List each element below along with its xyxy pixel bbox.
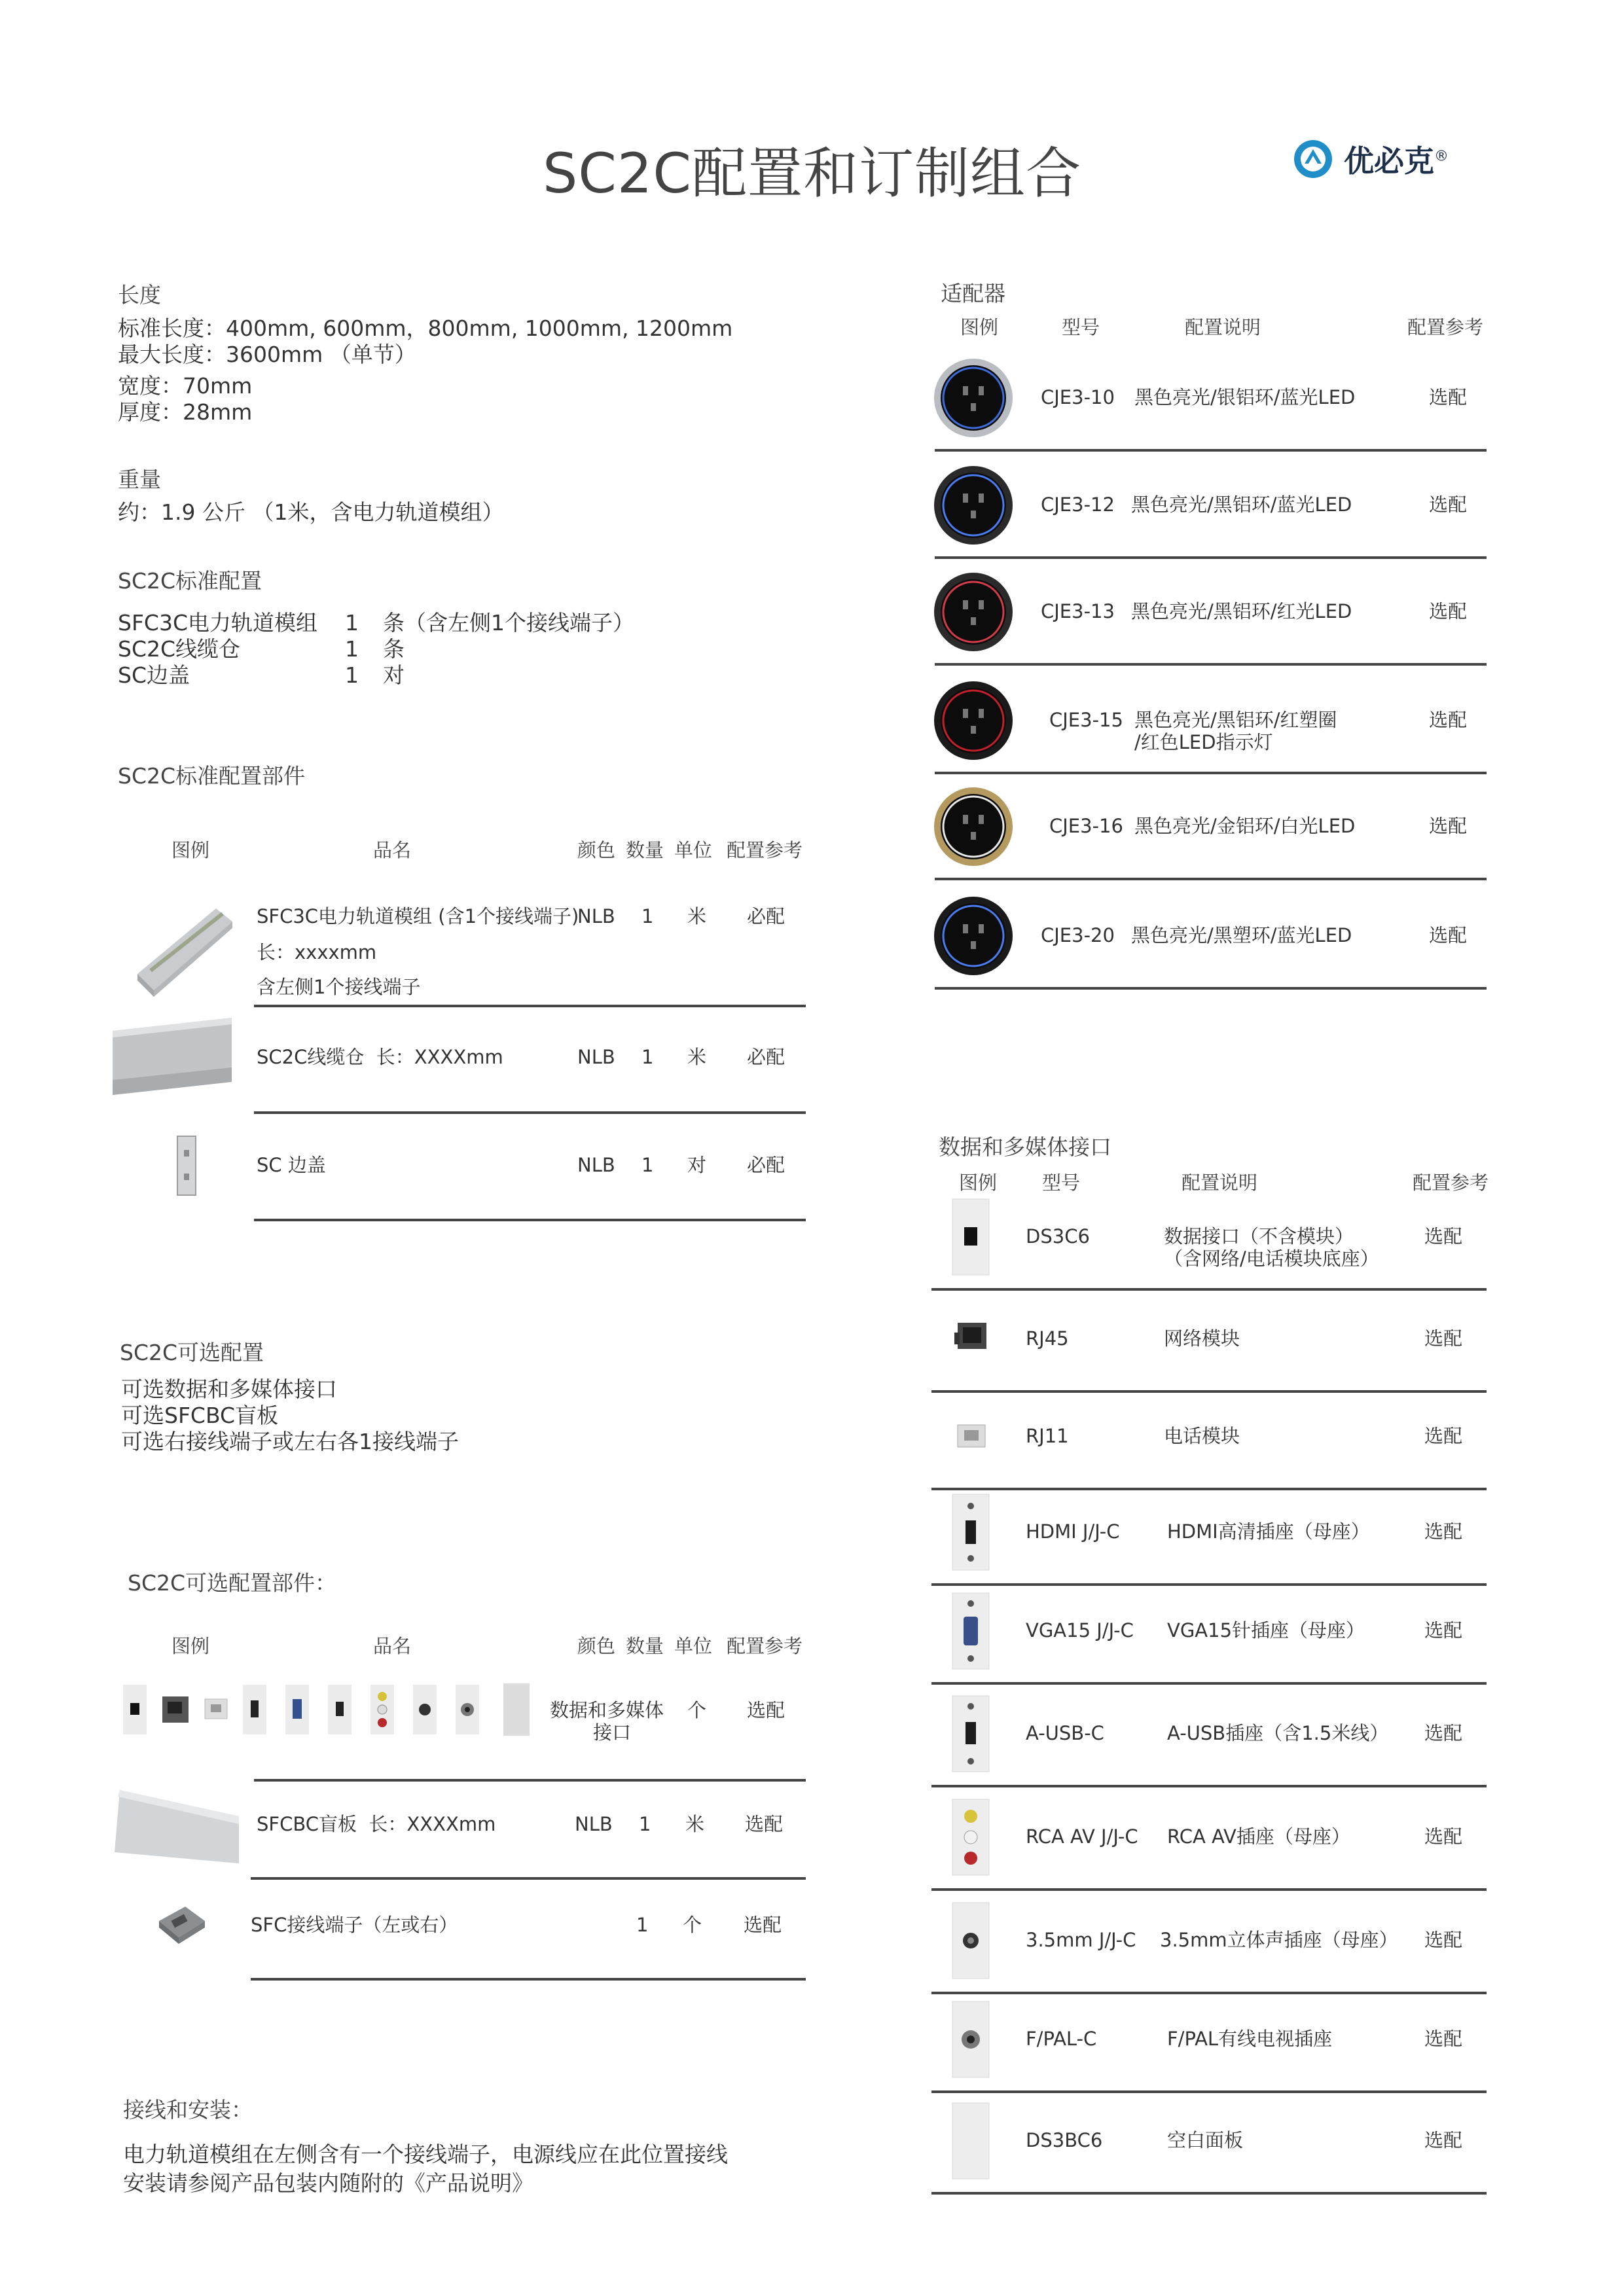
port-description: 3.5mm立体声插座（母座） (1160, 1929, 1398, 1951)
install-line-2: 安装请参阅产品包装内随附的《产品说明》 (123, 2170, 533, 2196)
std-part-1-ref: 必配 (747, 905, 785, 927)
adapter-ref: 选配 (1429, 600, 1468, 622)
opt-part-2-color: NLB (575, 1813, 613, 1835)
adapter-ref: 选配 (1429, 709, 1468, 731)
port-ref: 选配 (1424, 1929, 1463, 1951)
adapters-header-desc: 配置说明 (1185, 316, 1261, 338)
std-config-unit-3: 对 (383, 662, 405, 688)
divider (931, 1682, 1487, 1685)
std-part-3-color: NLB (577, 1154, 615, 1176)
adapter-socket-icon (933, 895, 1014, 977)
blank-panel-image (115, 1790, 239, 1863)
adapter-description: 黑色亮光/黑塑环/蓝光LED (1131, 924, 1352, 946)
port-model: DS3BC6 (1026, 2129, 1103, 2151)
port-ref: 选配 (1424, 1722, 1463, 1744)
length-max: 最大长度：3600mm （单节） (118, 342, 416, 367)
adapter-model: CJE3-16 (1049, 815, 1123, 837)
end-cap-image (177, 1136, 196, 1196)
adapters-header-model: 型号 (1062, 316, 1100, 338)
opt-parts-header-qty: 数量 (626, 1635, 664, 1657)
length-title: 长度 (118, 282, 161, 308)
opt-parts-header-name: 品名 (373, 1635, 412, 1657)
divider (931, 2090, 1487, 2093)
usb-icon (951, 1695, 990, 1773)
std-config-name-3: SC边盖 (118, 662, 190, 688)
opt-part-1-name-line1: 数据和多媒体 (550, 1699, 664, 1721)
thickness-text: 厚度：28mm (118, 399, 253, 425)
page-title: SC2C配置和订制组合 (542, 141, 1082, 206)
blank-icon (951, 2102, 990, 2180)
port-ref: 选配 (1424, 1425, 1463, 1447)
ports-header-ref: 配置参考 (1413, 1172, 1489, 1194)
divider (935, 878, 1487, 880)
divider (931, 1992, 1487, 1994)
std-config-qty-1: 1 (345, 610, 359, 636)
port-description: 网络模块 (1164, 1327, 1240, 1350)
std-parts-header-unit: 单位 (674, 839, 713, 861)
brand-mark-icon (1293, 139, 1333, 179)
standard-config-title: SC2C标准配置 (118, 568, 262, 594)
opt-part-2-qty: 1 (639, 1813, 651, 1835)
vga-icon (951, 1592, 990, 1670)
port-ref: 选配 (1424, 2028, 1463, 2050)
divider (935, 449, 1487, 452)
std-part-1-color: NLB (577, 905, 615, 927)
port-description: A-USB插座（含1.5米线） (1167, 1722, 1389, 1744)
opt-parts-header-unit: 单位 (674, 1635, 713, 1657)
length-standard: 标准长度：400mm, 600mm，800mm, 1000mm, 1200mm (118, 315, 733, 341)
port-model: VGA15 J/J-C (1026, 1619, 1134, 1641)
std-part-1-length: 长：xxxxmm (257, 941, 377, 963)
std-part-3-name: SC 边盖 (257, 1154, 326, 1176)
adapter-description: 黑色亮光/银铝环/蓝光LED (1134, 386, 1356, 408)
adapter-ref: 选配 (1429, 386, 1468, 408)
opt-part-2-ref: 选配 (745, 1813, 784, 1835)
port-description: 空白面板 (1167, 2129, 1244, 2151)
adapter-socket-icon (933, 571, 1014, 653)
opt-part-3-ref: 选配 (744, 1914, 782, 1936)
weight-title: 重量 (118, 467, 161, 492)
divider (931, 1888, 1487, 1891)
adapter-ref: 选配 (1429, 924, 1468, 946)
port-model: A-USB-C (1026, 1722, 1104, 1744)
divider (931, 2192, 1487, 2195)
adapter-description-line2: /红色LED指示灯 (1134, 731, 1273, 753)
std-parts-header-qty: 数量 (626, 839, 664, 861)
std-config-unit-2: 条 (383, 636, 405, 662)
std-config-name-1: SFC3C电力轨道模组 (118, 610, 318, 636)
optional-config-line-2: 可选SFCBC盲板 (121, 1403, 279, 1428)
module-thumbnails-icon (123, 1683, 537, 1736)
port-description: 电话模块 (1164, 1425, 1240, 1447)
ports-header-model: 型号 (1042, 1172, 1081, 1194)
divider (931, 1488, 1487, 1490)
data-port-icon (951, 1198, 990, 1276)
port-description: VGA15针插座（母座） (1167, 1619, 1365, 1641)
adapter-socket-icon (933, 680, 1014, 761)
divider (935, 987, 1487, 990)
port-model: F/PAL-C (1026, 2028, 1097, 2050)
std-config-name-2: SC2C线缆仓 (118, 636, 241, 662)
opt-part-1-ref: 选配 (747, 1699, 785, 1721)
std-parts-header-name: 品名 (373, 839, 412, 861)
port-description-line2: （含网络/电话模块底座） (1164, 1247, 1379, 1270)
std-part-1-note: 含左侧1个接线端子 (257, 976, 421, 998)
ports-header-image: 图例 (959, 1172, 998, 1194)
divider (251, 1877, 806, 1880)
divider (931, 1583, 1487, 1586)
port-model: RJ45 (1026, 1327, 1069, 1350)
port-description: HDMI高清插座（母座） (1167, 1520, 1370, 1543)
opt-parts-header-image: 图例 (171, 1635, 210, 1657)
adapter-model: CJE3-12 (1041, 493, 1115, 516)
ports-header-desc: 配置说明 (1182, 1172, 1258, 1194)
optional-parts-title: SC2C可选配置部件： (128, 1570, 337, 1596)
adapter-socket-icon (933, 786, 1014, 867)
adapter-description: 黑色亮光/黑铝环/蓝光LED (1131, 493, 1352, 516)
audio-icon (951, 1901, 990, 1980)
port-description: 数据接口（不含模块） (1164, 1225, 1354, 1247)
port-model: RCA AV J/J-C (1026, 1825, 1138, 1848)
install-line-1: 电力轨道模组在左侧含有一个接线端子，电源线应在此位置接线 (123, 2142, 728, 2167)
rca-icon (951, 1798, 990, 1876)
std-part-3-ref: 必配 (747, 1154, 785, 1176)
brand-logo (1293, 137, 1449, 181)
opt-part-1-name-line2: 接口 (593, 1721, 632, 1744)
rj11-icon (951, 1397, 990, 1476)
std-part-2-qty: 1 (641, 1046, 654, 1068)
optional-config-line-1: 可选数据和多媒体接口 (121, 1376, 337, 1402)
divider (931, 1288, 1487, 1291)
opt-part-3-unit: 个 (683, 1914, 702, 1936)
adapter-ref: 选配 (1429, 815, 1468, 837)
tv-icon (951, 2000, 990, 2079)
std-config-qty-2: 1 (345, 636, 359, 662)
divider (254, 1219, 806, 1221)
port-model: 3.5mm J/J-C (1026, 1929, 1136, 1951)
std-config-unit-1: 条（含左侧1个接线端子） (383, 610, 634, 636)
rj45-icon (951, 1300, 990, 1378)
port-ref: 选配 (1424, 1327, 1463, 1350)
std-part-1-unit: 米 (687, 905, 707, 927)
std-config-qty-3: 1 (345, 662, 359, 688)
optional-config-line-3: 可选右接线端子或左右各1接线端子 (121, 1429, 459, 1454)
width-text: 宽度：70mm (118, 373, 253, 399)
adapter-model: CJE3-20 (1041, 924, 1115, 946)
opt-parts-header-color: 颜色 (577, 1635, 616, 1657)
adapter-description: 黑色亮光/黑铝环/红塑圈 (1134, 709, 1337, 731)
std-part-2-color: NLB (577, 1046, 615, 1068)
port-model: RJ11 (1026, 1425, 1069, 1447)
std-parts-header-ref: 配置参考 (727, 839, 803, 861)
terminal-connector-image (156, 1901, 208, 1947)
brand-name: 优必克 (1344, 143, 1434, 179)
adapter-socket-icon (933, 357, 1014, 439)
adapter-description: 黑色亮光/黑铝环/红光LED (1131, 600, 1352, 622)
divider (935, 663, 1487, 666)
opt-parts-header-ref: 配置参考 (727, 1635, 803, 1657)
std-part-1-qty: 1 (641, 905, 654, 927)
port-ref: 选配 (1424, 1619, 1463, 1641)
divider (935, 772, 1487, 774)
divider (251, 1978, 806, 1981)
opt-part-2-name: SFCBC盲板 长：XXXXmm (257, 1813, 496, 1835)
install-title: 接线和安装： (123, 2097, 253, 2123)
standard-parts-title: SC2C标准配置部件 (118, 763, 306, 789)
adapter-socket-icon (933, 465, 1014, 546)
adapter-model: CJE3-15 (1049, 709, 1123, 731)
port-ref: 选配 (1424, 1520, 1463, 1543)
port-ref: 选配 (1424, 1825, 1463, 1848)
std-parts-header-color: 颜色 (577, 839, 616, 861)
adapters-title: 适配器 (941, 281, 1005, 306)
divider (254, 1005, 806, 1007)
cable-tray-image (113, 1018, 232, 1100)
port-model: DS3C6 (1026, 1225, 1090, 1247)
adapters-header-image: 图例 (960, 316, 999, 338)
std-part-2-name: SC2C线缆仓 长：XXXXmm (257, 1046, 503, 1068)
std-part-3-qty: 1 (641, 1154, 654, 1176)
std-parts-header-image: 图例 (171, 839, 210, 861)
opt-part-2-unit: 米 (685, 1813, 705, 1835)
std-part-2-unit: 米 (687, 1046, 707, 1068)
weight-text: 约：1.9 公斤 （1米，含电力轨道模组） (118, 499, 504, 525)
port-description: RCA AV插座（母座） (1167, 1825, 1350, 1848)
port-model: HDMI J/J-C (1026, 1520, 1120, 1543)
port-description: F/PAL有线电视插座 (1167, 2028, 1333, 2050)
divider (931, 1390, 1487, 1393)
data-ports-title: 数据和多媒体接口 (939, 1134, 1111, 1160)
adapter-description: 黑色亮光/金铝环/白光LED (1134, 815, 1356, 837)
registered-mark: ® (1434, 148, 1449, 165)
divider (254, 1779, 806, 1782)
power-track-module-image (124, 902, 236, 1000)
opt-part-1-qty: 个 (687, 1699, 707, 1721)
hdmi-icon (951, 1493, 990, 1571)
port-ref: 选配 (1424, 2129, 1463, 2151)
optional-config-title: SC2C可选配置 (120, 1340, 264, 1365)
std-part-2-ref: 必配 (747, 1046, 785, 1068)
std-part-3-unit: 对 (687, 1154, 707, 1176)
module-thumbnails (123, 1683, 537, 1736)
opt-part-3-name: SFC接线端子（左或右） (251, 1914, 458, 1936)
divider (254, 1111, 806, 1114)
adapter-model: CJE3-13 (1041, 600, 1115, 622)
adapters-header-ref: 配置参考 (1407, 316, 1484, 338)
divider (935, 556, 1487, 559)
adapter-model: CJE3-10 (1041, 386, 1115, 408)
adapter-ref: 选配 (1429, 493, 1468, 516)
divider (931, 1785, 1487, 1787)
port-ref: 选配 (1424, 1225, 1463, 1247)
std-part-1-name: SFC3C电力轨道模组 (含1个接线端子) (257, 905, 579, 927)
opt-part-3-qty: 1 (636, 1914, 649, 1936)
